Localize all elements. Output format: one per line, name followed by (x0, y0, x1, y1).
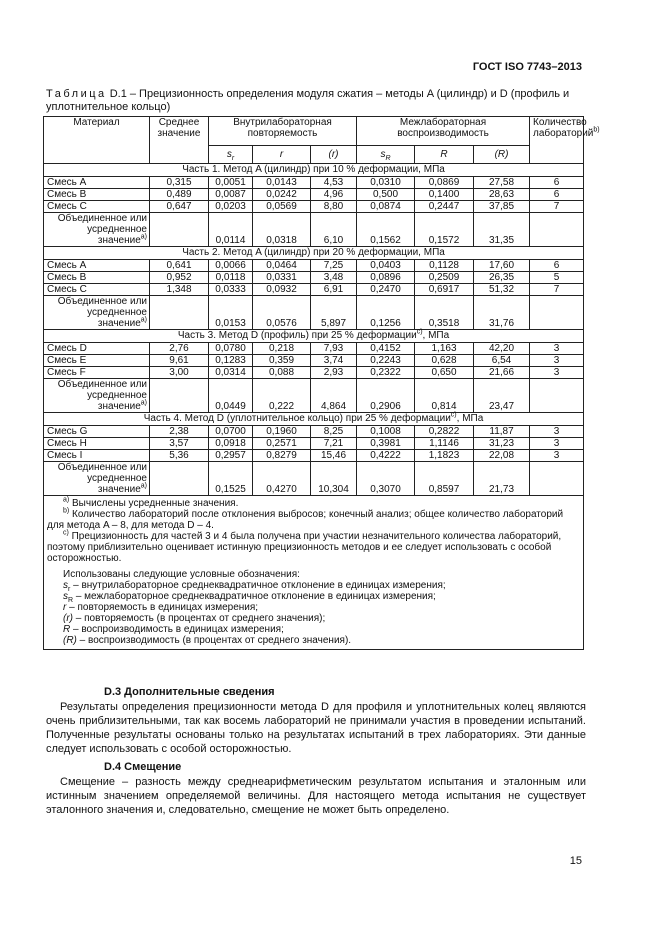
cell-sr: 0,0066 (209, 260, 253, 272)
cell-combined-r: 0,0318 (253, 213, 311, 247)
combined-label-sup: a) (140, 482, 147, 490)
section-title (44, 413, 584, 426)
cell-sr: 0,0333 (209, 284, 253, 296)
legend-symbol: (r) (63, 613, 73, 624)
cell-combined-R: 0,8597 (415, 462, 474, 496)
cell-combined-rp: 4,864 (311, 379, 357, 413)
cell-Rp: 17,60 (474, 260, 530, 272)
cell-n: 3 (530, 450, 584, 462)
legend-text: – внутрилабораторное среднеквадратичное отклонение в единицах измерения; (70, 580, 446, 591)
cell-mean: 2,38 (150, 426, 209, 438)
cell-n: 3 (530, 367, 584, 379)
section-d4-body: Смещение – разность между среднеарифметическим результатом испытания и эталонным или истинным значением определяемой величины. Для настоящего метода испытания не существует эталонного значения и, следовательно, смещение не может быть определено. (46, 776, 586, 816)
cell-sR: 0,0310 (357, 177, 415, 189)
legend-symbol: r (63, 602, 67, 613)
cell-combined-label (44, 213, 150, 247)
section-row (44, 164, 584, 177)
legend-item (47, 624, 580, 635)
col-repeatability: Внутрилабораторная повторяемость (209, 117, 357, 146)
section-title-text: Часть 3. Метод D (профиль) при 25 % деформации (177, 330, 417, 341)
col-sR-sub: R (385, 155, 391, 162)
cell-R: 0,2822 (415, 426, 474, 438)
cell-Rp: 6,54 (474, 355, 530, 367)
section-row (44, 247, 584, 260)
cell-r: 0,1960 (253, 426, 311, 438)
cell-combined-sR: 0,1256 (357, 296, 415, 330)
legend-text: – воспроизводимость (в процентах от среднего значения). (76, 635, 352, 646)
section-title-tail: , МПа (456, 413, 484, 424)
cell-mean-empty (150, 296, 209, 330)
cell-sr: 0,0203 (209, 201, 253, 213)
cell-Rp: 42,20 (474, 343, 530, 355)
cell-mean: 3,00 (150, 367, 209, 379)
table-row (44, 189, 584, 201)
cell-Rp: 27,58 (474, 177, 530, 189)
cell-sR: 0,0874 (357, 201, 415, 213)
cell-rp: 3,48 (311, 272, 357, 284)
cell-r: 0,0569 (253, 201, 311, 213)
cell-R: 0,0869 (415, 177, 474, 189)
cell-mean: 0,641 (150, 260, 209, 272)
col-R-pct: (R) (474, 146, 530, 164)
legend-symbol-sub: r (68, 586, 71, 593)
cell-combined-label (44, 462, 150, 496)
cell-sr: 0,2957 (209, 450, 253, 462)
cell-Rp: 37,85 (474, 201, 530, 213)
legend-text: – воспроизводимость в единицах измерения; (70, 624, 284, 635)
cell-mean: 9,61 (150, 355, 209, 367)
combined-row (44, 213, 584, 247)
footnote-b (47, 509, 580, 531)
cell-mean: 0,315 (150, 177, 209, 189)
cell-n: 6 (530, 260, 584, 272)
table-row (44, 450, 584, 462)
cell-r: 0,2571 (253, 438, 311, 450)
cell-combined-R: 0,3518 (415, 296, 474, 330)
cell-material: Смесь D (44, 343, 150, 355)
cell-n: 5 (530, 272, 584, 284)
combined-row (44, 296, 584, 330)
cell-n-empty (530, 296, 584, 330)
col-mean: Среднее значение (150, 117, 209, 164)
cell-n: 6 (530, 189, 584, 201)
cell-n-empty (530, 462, 584, 496)
section-title-text: Часть 1. Метод A (цилиндр) при 10 % деформации, МПа (182, 164, 445, 175)
section-d3-body: Результаты определения прецизионности метода D для профиля и уплотнительных колец являются очень приблизительными, так как восемь лабораторий не принимали участия в проведении испытаний. Полученные результаты основаны только на результатах испытаний в трех лабораториях. Эти данные следует использовать с особой осторожностью. (46, 701, 586, 755)
cell-sr: 0,1283 (209, 355, 253, 367)
cell-material: Смесь E (44, 355, 150, 367)
cell-rp: 7,21 (311, 438, 357, 450)
cell-rp: 7,25 (311, 260, 357, 272)
cell-Rp: 51,32 (474, 284, 530, 296)
cell-combined-Rp: 31,76 (474, 296, 530, 330)
section-d4-title: D.4 Смещение (104, 761, 182, 773)
cell-mean-empty (150, 379, 209, 413)
col-sr-sub: r (231, 155, 235, 162)
table-row (44, 367, 584, 379)
col-sr-sym: s (226, 149, 232, 160)
cell-sR: 0,4152 (357, 343, 415, 355)
cell-n: 3 (530, 343, 584, 355)
cell-mean: 3,57 (150, 438, 209, 450)
col-labs-sup: b) (593, 126, 600, 134)
section-row (44, 330, 584, 343)
cell-r: 0,0242 (253, 189, 311, 201)
cell-sR: 0,2322 (357, 367, 415, 379)
cell-combined-rp: 5,897 (311, 296, 357, 330)
footnote-text: Количество лабораторий после отклонения выбросов; конечный анализ; общее количество лабораторий для метода A – 8, для метода D – 4. (47, 509, 564, 531)
cell-R: 0,2509 (415, 272, 474, 284)
col-reproducibility: Межлабораторная воспроизводимость (357, 117, 530, 146)
col-R: R (415, 146, 474, 164)
col-r: r (253, 146, 311, 164)
table-row (44, 284, 584, 296)
cell-combined-sr: 0,0449 (209, 379, 253, 413)
cell-n: 3 (530, 426, 584, 438)
section-d4-text (46, 775, 586, 817)
cell-sr: 0,0118 (209, 272, 253, 284)
precision-table (43, 116, 600, 650)
combined-label-sup: a) (140, 233, 147, 241)
cell-combined-sR: 0,2906 (357, 379, 415, 413)
cell-combined-sR: 0,1562 (357, 213, 415, 247)
footnote-row (44, 496, 584, 650)
section-title (44, 247, 584, 260)
cell-material: Смесь I (44, 450, 150, 462)
table-row (44, 355, 584, 367)
legend-text: – повторяемость в единицах измерения; (66, 602, 259, 613)
cell-n: 7 (530, 201, 584, 213)
col-labs-text: Количество лабораторий (533, 117, 594, 139)
cell-R: 0,6917 (415, 284, 474, 296)
cell-r: 0,8279 (253, 450, 311, 462)
cell-combined-label (44, 296, 150, 330)
cell-Rp: 28,63 (474, 189, 530, 201)
cell-mean: 1,348 (150, 284, 209, 296)
section-title (44, 330, 584, 343)
cell-rp: 7,93 (311, 343, 357, 355)
col-sR-sym: s (380, 149, 386, 160)
cell-combined-sr: 0,0153 (209, 296, 253, 330)
cell-mean-empty (150, 213, 209, 247)
cell-Rp: 31,23 (474, 438, 530, 450)
cell-R: 0,628 (415, 355, 474, 367)
cell-R: 0,1400 (415, 189, 474, 201)
cell-material: Смесь B (44, 272, 150, 284)
cell-mean: 2,76 (150, 343, 209, 355)
cell-R: 1,1146 (415, 438, 474, 450)
combined-label-text: Объединенное или усредненное значение (57, 462, 147, 495)
section-row (44, 413, 584, 426)
cell-combined-label (44, 379, 150, 413)
section-title-tail: , МПа (422, 330, 450, 341)
cell-n-empty (530, 213, 584, 247)
section-d3-title: D.3 Дополнительные сведения (104, 686, 275, 698)
cell-material: Смесь H (44, 438, 150, 450)
cell-material: Смесь F (44, 367, 150, 379)
legend-text: – повторяемость (в процентах от среднего значения); (73, 613, 326, 624)
section-title-text: Часть 4. Метод D (уплотнительное кольцо) при 25 % деформации (143, 413, 451, 424)
table-row (44, 426, 584, 438)
col-sR (357, 146, 415, 164)
cell-n: 3 (530, 438, 584, 450)
cell-sR: 0,4222 (357, 450, 415, 462)
legend-symbol: s (63, 580, 68, 591)
section-title-sup: c) (416, 328, 423, 336)
cell-material: Смесь A (44, 260, 150, 272)
col-material: Материал (44, 117, 150, 164)
cell-combined-r: 0,0576 (253, 296, 311, 330)
cell-r: 0,0331 (253, 272, 311, 284)
cell-n: 6 (530, 177, 584, 189)
cell-combined-r: 0,222 (253, 379, 311, 413)
cell-sR: 0,2470 (357, 284, 415, 296)
cell-material: Смесь C (44, 201, 150, 213)
legend-symbol: R (63, 624, 71, 635)
legend-text: – межлабораторное среднеквадратичное отклонение в единицах измерения; (73, 591, 436, 602)
cell-R: 0,2447 (415, 201, 474, 213)
cell-R: 0,1128 (415, 260, 474, 272)
cell-material: Смесь C (44, 284, 150, 296)
cell-material: Смесь A (44, 177, 150, 189)
cell-mean: 0,952 (150, 272, 209, 284)
footnote-a (47, 498, 580, 509)
cell-sR: 0,1008 (357, 426, 415, 438)
cell-sr: 0,0087 (209, 189, 253, 201)
cell-Rp: 11,87 (474, 426, 530, 438)
cell-combined-R: 0,1572 (415, 213, 474, 247)
header-row-1 (44, 117, 584, 146)
cell-mean-empty (150, 462, 209, 496)
cell-combined-R: 0,814 (415, 379, 474, 413)
caption-text: D.1 – Прецизионность определения модуля сжатия – методы A (цилиндр) и D (профиль и уплотнительное кольцо) (46, 88, 570, 113)
legend-intro: Использованы следующие условные обозначения: (63, 569, 300, 580)
cell-r: 0,0464 (253, 260, 311, 272)
footnote-text: Прецизионность для частей 3 и 4 была получена при участии незначительного количества лабораторий, поэтому приблизительно оценивает истинную прецизионность методов и ее следует использовать с особой осторожностью. (47, 531, 562, 564)
legend-item (47, 602, 580, 613)
footnote-mark: a) (63, 496, 70, 504)
table-row (44, 343, 584, 355)
cell-rp: 15,46 (311, 450, 357, 462)
section-title-text: Часть 2. Метод A (цилиндр) при 20 % деформации, МПа (182, 247, 445, 258)
cell-material: Смесь B (44, 189, 150, 201)
legend-item (47, 580, 580, 591)
cell-r: 0,218 (253, 343, 311, 355)
legend-symbol: s (63, 591, 68, 602)
cell-sR: 0,0403 (357, 260, 415, 272)
col-r-pct: (r) (311, 146, 357, 164)
table-footnotes (44, 496, 584, 650)
page-number: 15 (569, 855, 582, 867)
cell-rp: 2,93 (311, 367, 357, 379)
cell-r: 0,0932 (253, 284, 311, 296)
cell-sr: 0,0314 (209, 367, 253, 379)
cell-combined-r: 0,4270 (253, 462, 311, 496)
legend-item (47, 591, 580, 602)
cell-sr: 0,0051 (209, 177, 253, 189)
cell-n-empty (530, 379, 584, 413)
cell-R: 1,163 (415, 343, 474, 355)
table-row (44, 177, 584, 189)
table-caption (46, 88, 586, 114)
table-row (44, 438, 584, 450)
combined-label-text: Объединенное или усредненное значение (57, 213, 147, 246)
cell-combined-sr: 0,0114 (209, 213, 253, 247)
legend-item (47, 635, 580, 646)
legend-symbol-sub: R (68, 597, 74, 604)
footnote-mark: c) (63, 529, 69, 537)
col-labs (530, 117, 600, 164)
table-row (44, 272, 584, 284)
section-title-sup: c) (450, 411, 457, 419)
cell-combined-sr: 0,1525 (209, 462, 253, 496)
cell-n: 3 (530, 355, 584, 367)
cell-sR: 0,500 (357, 189, 415, 201)
combined-label-text: Объединенное или усредненное значение (57, 296, 147, 329)
cell-sR: 0,3981 (357, 438, 415, 450)
cell-Rp: 26,35 (474, 272, 530, 284)
cell-rp: 4,53 (311, 177, 357, 189)
cell-mean: 5,36 (150, 450, 209, 462)
cell-combined-rp: 10,304 (311, 462, 357, 496)
cell-combined-Rp: 23,47 (474, 379, 530, 413)
legend-symbol: (R) (63, 635, 77, 646)
footnote-c (47, 531, 580, 564)
legend-item (47, 613, 580, 624)
combined-label-sup: a) (140, 399, 147, 407)
document-header: ГОСТ ISO 7743–2013 (472, 61, 582, 73)
cell-rp: 8,25 (311, 426, 357, 438)
cell-sr: 0,0780 (209, 343, 253, 355)
cell-sR: 0,0896 (357, 272, 415, 284)
cell-r: 0,088 (253, 367, 311, 379)
cell-combined-sR: 0,3070 (357, 462, 415, 496)
cell-R: 0,650 (415, 367, 474, 379)
cell-combined-Rp: 31,35 (474, 213, 530, 247)
combined-label-sup: a) (140, 316, 147, 324)
cell-sr: 0,0918 (209, 438, 253, 450)
cell-sr: 0,0700 (209, 426, 253, 438)
cell-combined-Rp: 21,73 (474, 462, 530, 496)
combined-row (44, 462, 584, 496)
cell-rp: 3,74 (311, 355, 357, 367)
cell-r: 0,359 (253, 355, 311, 367)
caption-label: Таблица (46, 88, 107, 100)
table-row (44, 201, 584, 213)
footnote-mark: b) (63, 507, 70, 515)
cell-rp: 8,80 (311, 201, 357, 213)
cell-Rp: 22,08 (474, 450, 530, 462)
table-row (44, 260, 584, 272)
cell-n: 7 (530, 284, 584, 296)
cell-material: Смесь G (44, 426, 150, 438)
cell-rp: 4,96 (311, 189, 357, 201)
cell-mean: 0,489 (150, 189, 209, 201)
cell-r: 0,0143 (253, 177, 311, 189)
combined-label-text: Объединенное или усредненное значение (57, 379, 147, 412)
section-title (44, 164, 584, 177)
cell-R: 1,1823 (415, 450, 474, 462)
combined-row (44, 379, 584, 413)
cell-sR: 0,2243 (357, 355, 415, 367)
cell-Rp: 21,66 (474, 367, 530, 379)
cell-combined-rp: 6,10 (311, 213, 357, 247)
cell-mean: 0,647 (150, 201, 209, 213)
cell-rp: 6,91 (311, 284, 357, 296)
footnote-text: Вычислены усредненные значения. (69, 498, 239, 509)
col-sr (209, 146, 253, 164)
section-d3-text (46, 700, 586, 756)
